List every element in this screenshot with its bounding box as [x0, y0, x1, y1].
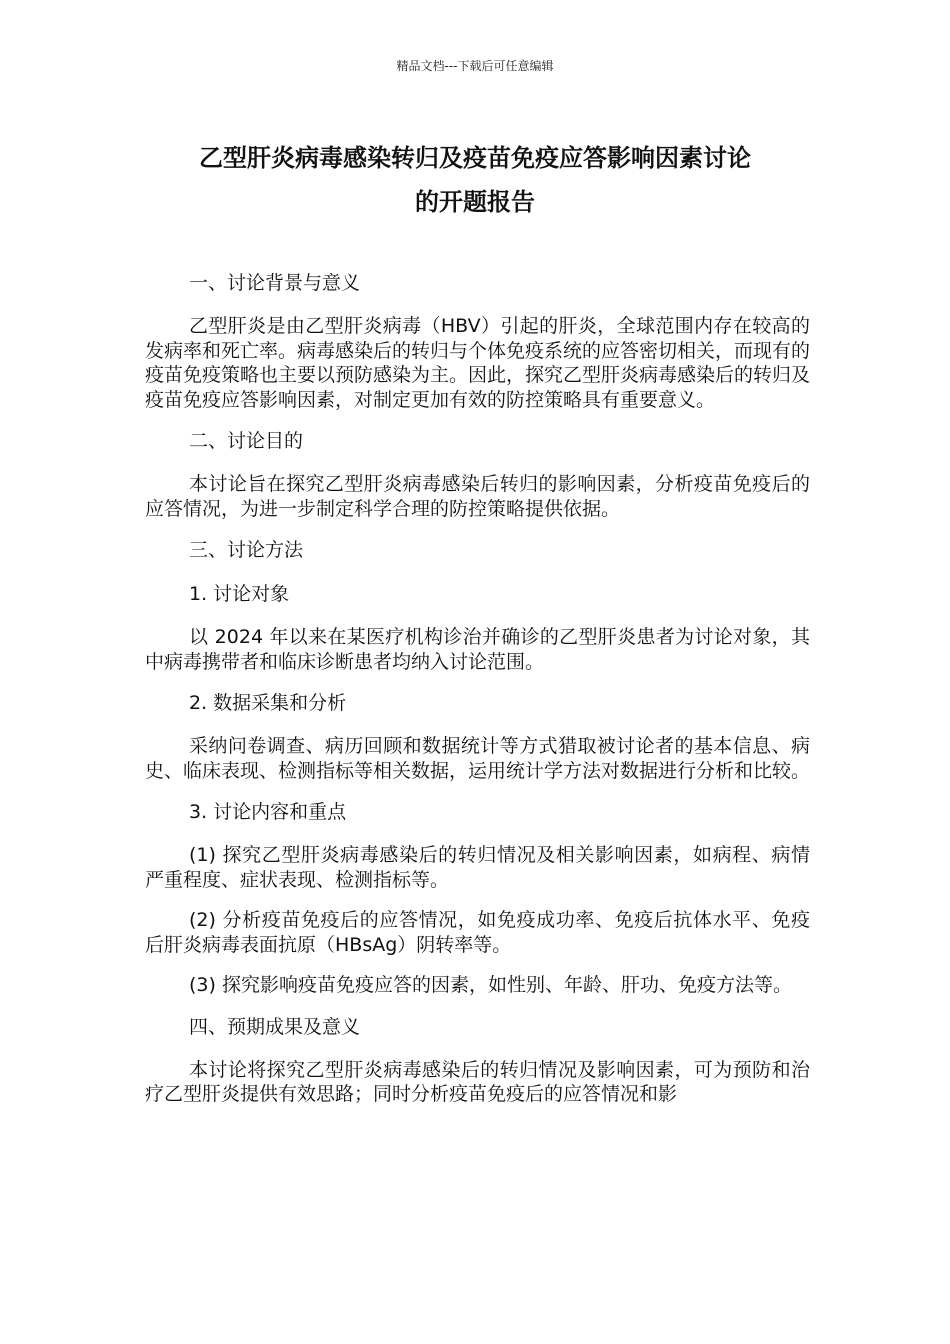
subsection-heading: 3. 讨论内容和重点	[189, 801, 347, 823]
section-heading: 三、讨论方法	[189, 539, 304, 561]
list-paragraph: (3) 探究影响疫苗免疫应答的因素，如性别、年龄、肝功、免疫方法等。	[189, 974, 792, 996]
paragraph: 以 2024 年以来在某医疗机构诊治并确诊的乙型肝炎患者为讨论对象，其中病毒携带者和临床诊断患者均纳入讨论范围。	[145, 626, 810, 673]
subsection-heading: 1. 讨论对象	[189, 583, 290, 605]
section-heading: 二、讨论目的	[189, 430, 304, 452]
paragraph: 乙型肝炎是由乙型肝炎病毒（HBV）引起的肝炎，全球范围内存在较高的发病率和死亡率。病毒感染后的转归与个体免疫系统的应答密切相关，而现有的疫苗免疫策略也主要以预防感染为主。因此，探究乙型肝炎病毒感染后的转归及疫苗免疫应答影响因素，对制定更加有效的防控策略具有重要意义。	[145, 315, 811, 411]
document-title	[110, 136, 840, 224]
list-paragraph: (1) 探究乙型肝炎病毒感染后的转归情况及相关影响因素，如病程、病情严重程度、症状表现、检测指标等。	[145, 844, 810, 891]
section-heading: 四、预期成果及意义	[189, 1015, 361, 1038]
section-heading: 一、讨论背景与意义	[189, 272, 361, 294]
paragraph: 本讨论将探究乙型肝炎病毒感染后的转归情况及影响因素，可为预防和治疗乙型肝炎提供有效思路；同时分析疫苗免疫后的应答情况和影	[145, 1058, 810, 1105]
paragraph: 本讨论旨在探究乙型肝炎病毒感染后转归的影响因素，分析疫苗免疫后的应答情况，为进一步制定科学合理的防控策略提供依据。	[145, 473, 810, 520]
list-paragraph: (2) 分析疫苗免疫后的应答情况，如免疫成功率、免疫后抗体水平、免疫后肝炎病毒表面抗原（HBsAg）阴转率等。	[145, 909, 810, 956]
document-body	[145, 270, 810, 1123]
title-line-1: 乙型肝炎病毒感染转归及疫苗免疫应答影响因素讨论	[199, 144, 751, 172]
subsection-heading: 2. 数据采集和分析	[189, 692, 347, 714]
title-line-2: 的开题报告	[415, 188, 535, 216]
header-note: 精品文档---下载后可任意编辑	[396, 59, 554, 73]
paragraph: 采纳问卷调查、病历回顾和数据统计等方式猎取被讨论者的基本信息、病史、临床表现、检测指标等相关数据，运用统计学方法对数据进行分析和比较。	[145, 735, 811, 782]
